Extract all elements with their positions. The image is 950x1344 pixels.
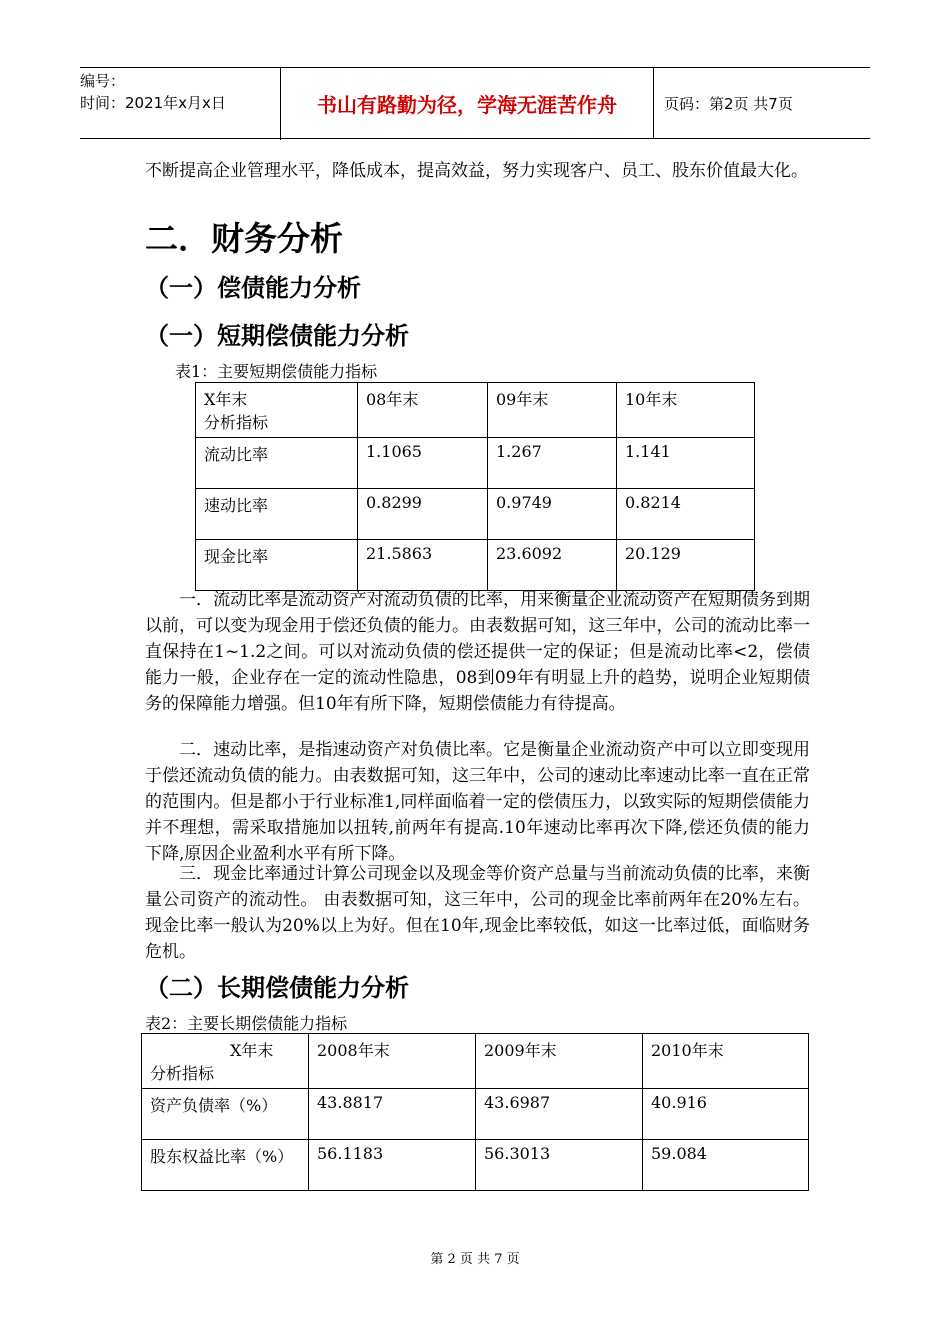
table-cell: 56.3013 [476, 1140, 643, 1191]
row-label: 资产负债率（%） [142, 1089, 309, 1140]
subsection-title-short-term: （一）短期偿债能力分析 [145, 322, 409, 350]
table-row [196, 438, 755, 489]
header-page-info: 页码：第2页 共7页 [664, 94, 793, 113]
intro-paragraph: 不断提高企业管理水平，降低成本，提高效益，努力实现客户、员工、股东价值最大化。 [145, 161, 808, 181]
corner-top: X年末 [204, 390, 248, 409]
column-header: 2009年末 [476, 1034, 643, 1089]
table-cell: 56.1183 [309, 1140, 476, 1191]
section-title: 二．财务分析 [145, 219, 343, 258]
analysis-cash-ratio: 三．现金比率通过计算公司现金以及现金等价资产总量与当前流动负债的比率，来衡量公司资产的流动性。 由表数据可知，这三年中，公司的现金比率前两年在20%左右。现金比率一般认为20%以上为好。但在10年,现金比率较低，如这一比率过低，面临财务危机。 [145, 864, 810, 962]
subsection-title-long-term: （二）长期偿债能力分析 [145, 974, 409, 1002]
table-cell: 1.141 [617, 438, 755, 489]
column-header: 09年末 [488, 383, 617, 438]
table2-caption: 表2：主要长期偿债能力指标 [145, 1014, 348, 1033]
corner-cell [142, 1034, 309, 1089]
column-header: 2008年末 [309, 1034, 476, 1089]
analysis-quick-ratio: 二．速动比率，是指速动资产对负债比率。它是衡量企业流动资产中可以立即变现用于偿还流动负债的能力。由表数据可知，这三年中，公司的速动比率速动比率一直在正常的范围内。但是都小于行业标准1,同样面临着一定的偿债压力，以致实际的短期偿债能力并不理想，需采取措施加以扭转,前两年有提高.10年速动比率再次下降,偿还负债的能力下降,原因企业盈利水平有所下降。 [145, 740, 810, 864]
table-header-row [196, 383, 755, 438]
table-cell: 43.6987 [476, 1089, 643, 1140]
time-label: 时间：2021年x月x日 [80, 94, 226, 112]
table-row [142, 1140, 809, 1191]
page-header [80, 67, 870, 139]
table-cell: 59.084 [643, 1140, 809, 1191]
table-cell: 0.9749 [488, 489, 617, 540]
table-row [142, 1089, 809, 1140]
long-term-solvency-table [141, 1033, 809, 1191]
table-cell: 0.8299 [358, 489, 488, 540]
corner-cell [196, 383, 358, 438]
short-term-solvency-table [195, 382, 755, 591]
table-cell: 1.1065 [358, 438, 488, 489]
table-row [196, 540, 755, 591]
corner-bottom: 分析指标 [150, 1064, 215, 1083]
corner-top: X年末 [230, 1041, 274, 1060]
table-cell: 0.8214 [617, 489, 755, 540]
subsection-title-solvency: （一）偿债能力分析 [145, 274, 361, 302]
row-label: 现金比率 [196, 540, 358, 591]
row-label: 流动比率 [196, 438, 358, 489]
corner-bottom: 分析指标 [204, 413, 269, 432]
page-footer: 第 2 页 共 7 页 [430, 1252, 520, 1267]
table1-caption: 表1：主要短期偿债能力指标 [175, 362, 378, 381]
table-header-row [142, 1034, 809, 1089]
table-cell: 1.267 [488, 438, 617, 489]
table-cell: 20.129 [617, 540, 755, 591]
analysis-current-ratio: 一．流动比率是流动资产对流动负债的比率，用来衡量企业流动资产在短期债务到期以前，可以变为现金用于偿还负债的能力。由表数据可知，这三年中，公司的流动比率一直保持在1~1.2之间。可以对流动负债的偿还提供一定的保证；但是流动比率<2，偿债能力一般，企业存在一定的流动性隐患，08到09年有明显上升的趋势，说明企业短期债务的保障能力增强。但10年有所下降，短期偿债能力有待提高。 [145, 590, 810, 714]
table-cell: 23.6092 [488, 540, 617, 591]
table-row [196, 489, 755, 540]
number-label: 编号： [80, 72, 126, 90]
column-header: 10年末 [617, 383, 755, 438]
column-header: 08年末 [358, 383, 488, 438]
header-meta [80, 68, 281, 140]
row-label: 速动比率 [196, 489, 358, 540]
row-label: 股东权益比率（%） [142, 1140, 309, 1191]
table-cell: 43.8817 [309, 1089, 476, 1140]
table-cell: 40.916 [643, 1089, 809, 1140]
header-motto: 书山有路勤为径，学海无涯苦作舟 [281, 68, 654, 138]
column-header: 2010年末 [643, 1034, 809, 1089]
table-cell: 21.5863 [358, 540, 488, 591]
